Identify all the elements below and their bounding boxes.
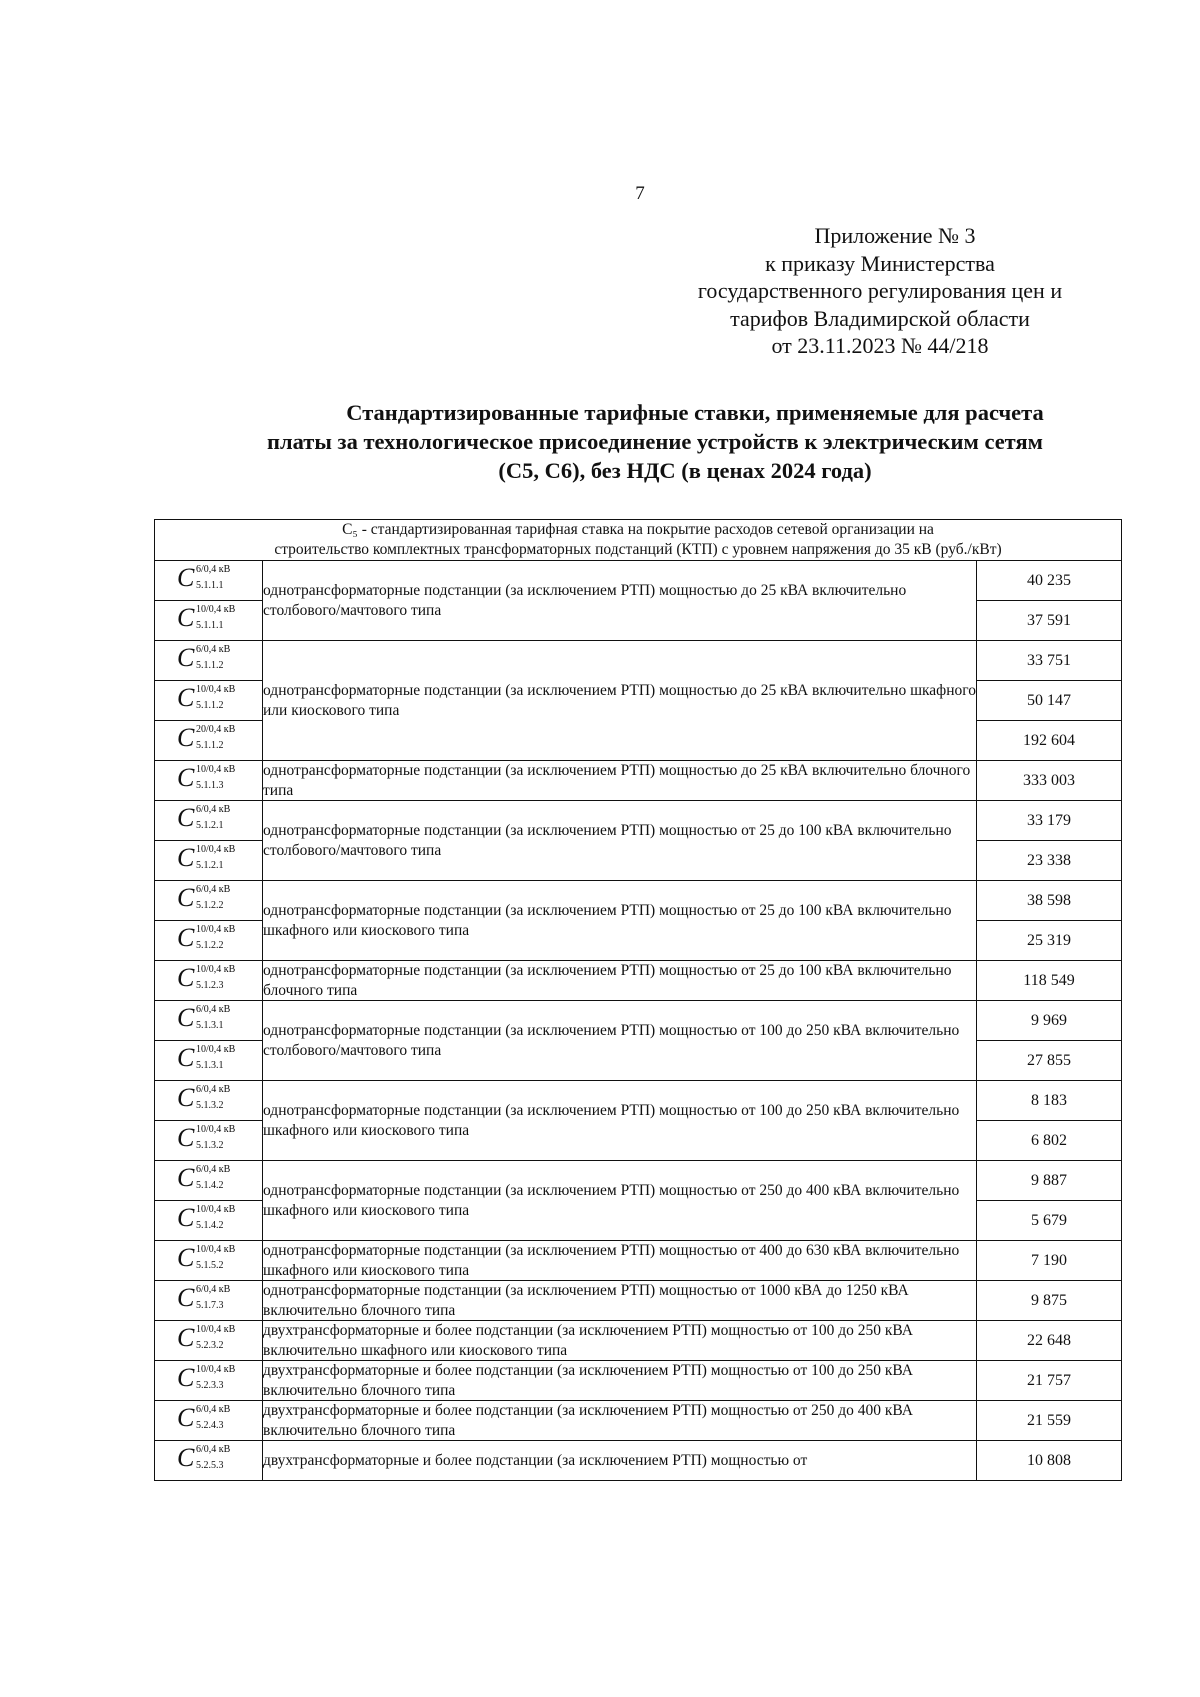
rate-code-letter: C bbox=[177, 1163, 195, 1192]
rate-code-voltage: 10/0,4 кВ bbox=[196, 1244, 236, 1255]
rate-code bbox=[155, 961, 255, 995]
rate-code bbox=[155, 1441, 255, 1475]
rate-value: 21 559 bbox=[977, 1401, 1122, 1441]
rate-code-cell bbox=[155, 601, 263, 641]
rate-code-cell bbox=[155, 1161, 263, 1201]
rate-code-index: 5.1.3.2 bbox=[196, 1140, 224, 1151]
page-number: 7 bbox=[635, 183, 645, 204]
rate-code-voltage: 6/0,4 кВ bbox=[196, 884, 231, 895]
title-line: Стандартизированные тарифные ставки, применяемые для расчета bbox=[346, 400, 1044, 425]
appendix-line: от 23.11.2023 № 44/218 bbox=[771, 333, 989, 358]
tariff-rates-body bbox=[155, 520, 1122, 1481]
rate-code-cell bbox=[155, 1281, 263, 1321]
rate-code-cell bbox=[155, 841, 263, 881]
appendix-line: тарифов Владимирской области bbox=[730, 305, 1030, 331]
rate-code bbox=[155, 881, 255, 915]
rate-code-index: 5.1.1.1 bbox=[196, 620, 224, 631]
rate-value: 25 319 bbox=[977, 921, 1122, 961]
rate-description: однотрансформаторные подстанции (за исключением РТП) мощностью от 100 до 250 кВА включительно столбового/мачтового типа bbox=[263, 1001, 977, 1081]
rate-description: однотрансформаторные подстанции (за исключением РТП) мощностью от 25 до 100 кВА включительно блочного типа bbox=[263, 961, 977, 1001]
rate-code-voltage: 10/0,4 кВ bbox=[196, 844, 236, 855]
rate-description: однотрансформаторные подстанции (за исключением РТП) мощностью до 25 кВА включительно шкафного или киоскового типа bbox=[263, 641, 977, 761]
rate-code-voltage: 10/0,4 кВ bbox=[196, 1204, 236, 1215]
table-row bbox=[155, 1161, 1122, 1201]
rate-code bbox=[155, 1001, 255, 1035]
table-row bbox=[155, 1081, 1122, 1121]
rate-value: 23 338 bbox=[977, 841, 1122, 881]
rate-code-cell bbox=[155, 961, 263, 1001]
rate-code-index: 5.1.2.1 bbox=[196, 860, 224, 871]
rate-code-letter: C bbox=[177, 963, 195, 992]
rate-code-cell bbox=[155, 801, 263, 841]
appendix-line: к приказу Министерства bbox=[765, 250, 995, 276]
rate-code-voltage: 6/0,4 кВ bbox=[196, 1084, 231, 1095]
rate-description: двухтрансформаторные и более подстанции (за исключением РТП) мощностью от 100 до 250 кВА включительно блочного типа bbox=[263, 1361, 977, 1401]
appendix-line: государственного регулирования цен и bbox=[697, 278, 1063, 303]
rate-code bbox=[155, 801, 255, 835]
rate-code bbox=[155, 1081, 255, 1115]
table-row bbox=[155, 1281, 1122, 1321]
rate-code-voltage: 10/0,4 кВ bbox=[196, 1044, 236, 1055]
rate-code-voltage: 6/0,4 кВ bbox=[196, 1164, 231, 1175]
rate-code-voltage: 6/0,4 кВ bbox=[196, 1004, 231, 1015]
rate-code-letter: C bbox=[177, 1123, 195, 1152]
rate-code-letter: C bbox=[177, 683, 195, 712]
rate-value: 22 648 bbox=[977, 1321, 1122, 1361]
rate-code-letter: C bbox=[177, 1443, 195, 1472]
rate-value: 9 887 bbox=[977, 1161, 1122, 1201]
rate-value: 37 591 bbox=[977, 601, 1122, 641]
rate-code-index: 5.1.4.2 bbox=[196, 1220, 224, 1231]
rate-description: однотрансформаторные подстанции (за исключением РТП) мощностью до 25 кВА включительно столбового/мачтового типа bbox=[263, 561, 977, 641]
rate-description: двухтрансформаторные и более подстанции (за исключением РТП) мощностью от bbox=[263, 1441, 977, 1481]
rate-value: 10 808 bbox=[977, 1441, 1122, 1481]
table-header-line: С₅ - стандартизированная тарифная ставка на покрытие расходов сетевой организации на bbox=[342, 521, 934, 538]
rate-description: однотрансформаторные подстанции (за исключением РТП) мощностью до 25 кВА включительно блочного типа bbox=[263, 761, 977, 801]
rate-description: однотрансформаторные подстанции (за исключением РТП) мощностью от 100 до 250 кВА включительно шкафного или киоскового типа bbox=[263, 1081, 977, 1161]
table-row bbox=[155, 1001, 1122, 1041]
rate-value: 50 147 bbox=[977, 681, 1122, 721]
rate-code-cell bbox=[155, 881, 263, 921]
rate-value: 8 183 bbox=[977, 1081, 1122, 1121]
rate-code bbox=[155, 1161, 255, 1195]
rate-code-index: 5.1.1.2 bbox=[196, 740, 224, 751]
rate-code bbox=[155, 921, 255, 955]
rate-code bbox=[155, 1401, 255, 1435]
rate-code-letter: C bbox=[177, 1283, 195, 1312]
rate-value: 333 003 bbox=[977, 761, 1122, 801]
appendix-header bbox=[640, 222, 1120, 360]
rate-code bbox=[155, 721, 255, 755]
rate-code-voltage: 6/0,4 кВ bbox=[196, 1404, 231, 1415]
rate-code bbox=[155, 1121, 255, 1155]
rate-code-letter: C bbox=[177, 1403, 195, 1432]
rate-code-letter: C bbox=[177, 603, 195, 632]
rate-value: 192 604 bbox=[977, 721, 1122, 761]
rate-code-voltage: 20/0,4 кВ bbox=[196, 724, 236, 735]
rate-code-voltage: 6/0,4 кВ bbox=[196, 564, 231, 575]
rate-code-index: 5.2.4.3 bbox=[196, 1420, 224, 1431]
rate-code-letter: C bbox=[177, 843, 195, 872]
rate-value: 21 757 bbox=[977, 1361, 1122, 1401]
rate-code-index: 5.1.3.1 bbox=[196, 1060, 224, 1071]
table-header-row bbox=[155, 520, 1122, 561]
rate-description: однотрансформаторные подстанции (за исключением РТП) мощностью от 250 до 400 кВА включительно шкафного или киоскового типа bbox=[263, 1161, 977, 1241]
rate-code-index: 5.1.7.3 bbox=[196, 1300, 224, 1311]
rate-code-cell bbox=[155, 1321, 263, 1361]
rate-description: однотрансформаторные подстанции (за исключением РТП) мощностью от 1000 кВА до 1250 кВА включительно блочного типа bbox=[263, 1281, 977, 1321]
rate-code-letter: C bbox=[177, 1323, 195, 1352]
rate-value: 5 679 bbox=[977, 1201, 1122, 1241]
rate-code-letter: C bbox=[177, 883, 195, 912]
table-row bbox=[155, 1241, 1122, 1281]
rate-code-cell bbox=[155, 681, 263, 721]
rate-code-cell bbox=[155, 921, 263, 961]
rate-code-voltage: 6/0,4 кВ bbox=[196, 1444, 231, 1455]
table-row bbox=[155, 1441, 1122, 1481]
rate-code bbox=[155, 1241, 255, 1275]
rate-code-letter: C bbox=[177, 723, 195, 752]
table-row bbox=[155, 561, 1122, 601]
rate-code-letter: C bbox=[177, 803, 195, 832]
rate-code-index: 5.1.2.1 bbox=[196, 820, 224, 831]
rate-code-voltage: 10/0,4 кВ bbox=[196, 1364, 236, 1375]
table-row bbox=[155, 1401, 1122, 1441]
rate-code-letter: C bbox=[177, 1203, 195, 1232]
rate-code bbox=[155, 1321, 255, 1355]
rate-code-cell bbox=[155, 1041, 263, 1081]
table-row bbox=[155, 1321, 1122, 1361]
rate-value: 38 598 bbox=[977, 881, 1122, 921]
rate-code-index: 5.1.3.1 bbox=[196, 1020, 224, 1031]
rate-code bbox=[155, 561, 255, 595]
rate-code-index: 5.2.5.3 bbox=[196, 1460, 224, 1471]
rate-description: двухтрансформаторные и более подстанции (за исключением РТП) мощностью от 100 до 250 кВА включительно шкафного или киоскового типа bbox=[263, 1321, 977, 1361]
rate-code-index: 5.1.4.2 bbox=[196, 1180, 224, 1191]
rate-code-index: 5.1.1.2 bbox=[196, 700, 224, 711]
rate-code-cell bbox=[155, 1241, 263, 1281]
rate-code-letter: C bbox=[177, 1083, 195, 1112]
rate-code-index: 5.1.1.1 bbox=[196, 580, 224, 591]
rate-code-cell bbox=[155, 1121, 263, 1161]
rate-code-index: 5.2.3.3 bbox=[196, 1380, 224, 1391]
rate-code-letter: C bbox=[177, 763, 195, 792]
rate-value: 9 969 bbox=[977, 1001, 1122, 1041]
rate-code-cell bbox=[155, 761, 263, 801]
rate-code bbox=[155, 601, 255, 635]
rate-description: двухтрансформаторные и более подстанции (за исключением РТП) мощностью от 250 до 400 кВА включительно блочного типа bbox=[263, 1401, 977, 1441]
rate-code-voltage: 6/0,4 кВ bbox=[196, 1284, 231, 1295]
rate-code-voltage: 10/0,4 кВ bbox=[196, 924, 236, 935]
rate-code bbox=[155, 1041, 255, 1075]
rate-description: однотрансформаторные подстанции (за исключением РТП) мощностью от 25 до 100 кВА включительно столбового/мачтового типа bbox=[263, 801, 977, 881]
table-header-cell bbox=[155, 520, 1122, 561]
rate-code bbox=[155, 1281, 255, 1315]
rate-code-index: 5.1.3.2 bbox=[196, 1100, 224, 1111]
table-row bbox=[155, 641, 1122, 681]
rate-code-index: 5.1.2.2 bbox=[196, 940, 224, 951]
rate-code-cell bbox=[155, 1201, 263, 1241]
rate-code bbox=[155, 761, 255, 795]
rate-description: однотрансформаторные подстанции (за исключением РТП) мощностью от 400 до 630 кВА включительно шкафного или киоскового типа bbox=[263, 1241, 977, 1281]
rate-code bbox=[155, 1361, 255, 1395]
table-row bbox=[155, 961, 1122, 1001]
rate-code-cell bbox=[155, 561, 263, 601]
rate-code bbox=[155, 681, 255, 715]
rate-code-letter: C bbox=[177, 1043, 195, 1072]
table-row bbox=[155, 881, 1122, 921]
rate-code-voltage: 10/0,4 кВ bbox=[196, 764, 236, 775]
rate-code-voltage: 6/0,4 кВ bbox=[196, 804, 231, 815]
rate-code bbox=[155, 841, 255, 875]
appendix-line: Приложение № 3 bbox=[814, 223, 976, 248]
rate-value: 33 179 bbox=[977, 801, 1122, 841]
rate-code-cell bbox=[155, 1001, 263, 1041]
rate-value: 7 190 bbox=[977, 1241, 1122, 1281]
table-row bbox=[155, 1361, 1122, 1401]
table-row bbox=[155, 761, 1122, 801]
title-line: (С5, С6), без НДС (в ценах 2024 года) bbox=[498, 458, 872, 483]
rate-code-cell bbox=[155, 1401, 263, 1441]
rate-value: 27 855 bbox=[977, 1041, 1122, 1081]
rate-value: 40 235 bbox=[977, 561, 1122, 601]
rate-value: 118 549 bbox=[977, 961, 1122, 1001]
rate-code-index: 5.1.1.3 bbox=[196, 780, 224, 791]
rate-code-cell bbox=[155, 641, 263, 681]
rate-description: однотрансформаторные подстанции (за исключением РТП) мощностью от 25 до 100 кВА включительно шкафного или киоскового типа bbox=[263, 881, 977, 961]
rate-code-letter: C bbox=[177, 1003, 195, 1032]
rate-code-index: 5.1.2.3 bbox=[196, 980, 224, 991]
rate-code-letter: C bbox=[177, 643, 195, 672]
document-title bbox=[150, 398, 1160, 485]
rate-code-letter: C bbox=[177, 923, 195, 952]
rate-code-voltage: 10/0,4 кВ bbox=[196, 964, 236, 975]
rate-value: 9 875 bbox=[977, 1281, 1122, 1321]
rate-code-cell bbox=[155, 721, 263, 761]
rate-code-letter: C bbox=[177, 1363, 195, 1392]
rate-code-index: 5.1.1.2 bbox=[196, 660, 224, 671]
rate-code bbox=[155, 641, 255, 675]
rate-code-voltage: 10/0,4 кВ bbox=[196, 1324, 236, 1335]
rate-code-voltage: 10/0,4 кВ bbox=[196, 604, 236, 615]
rate-code-cell bbox=[155, 1441, 263, 1481]
table-header-line: строительство комплектных трансформаторных подстанций (КТП) с уровнем напряжения до 35 кВ (руб./кВт) bbox=[274, 541, 1002, 558]
rate-code-index: 5.2.3.2 bbox=[196, 1340, 224, 1351]
rate-value: 33 751 bbox=[977, 641, 1122, 681]
rate-code bbox=[155, 1201, 255, 1235]
title-line: платы за технологическое присоединение устройств к электрическим сетям bbox=[267, 429, 1043, 454]
rate-code-voltage: 10/0,4 кВ bbox=[196, 1124, 236, 1135]
rate-code-index: 5.1.5.2 bbox=[196, 1260, 224, 1271]
rate-value: 6 802 bbox=[977, 1121, 1122, 1161]
table-row bbox=[155, 801, 1122, 841]
rate-code-cell bbox=[155, 1081, 263, 1121]
rate-code-letter: C bbox=[177, 1243, 195, 1272]
rate-code-letter: C bbox=[177, 563, 195, 592]
rate-code-cell bbox=[155, 1361, 263, 1401]
rate-code-voltage: 6/0,4 кВ bbox=[196, 644, 231, 655]
rate-code-index: 5.1.2.2 bbox=[196, 900, 224, 911]
rate-code-voltage: 10/0,4 кВ bbox=[196, 684, 236, 695]
tariff-rates-table bbox=[154, 519, 1122, 1481]
